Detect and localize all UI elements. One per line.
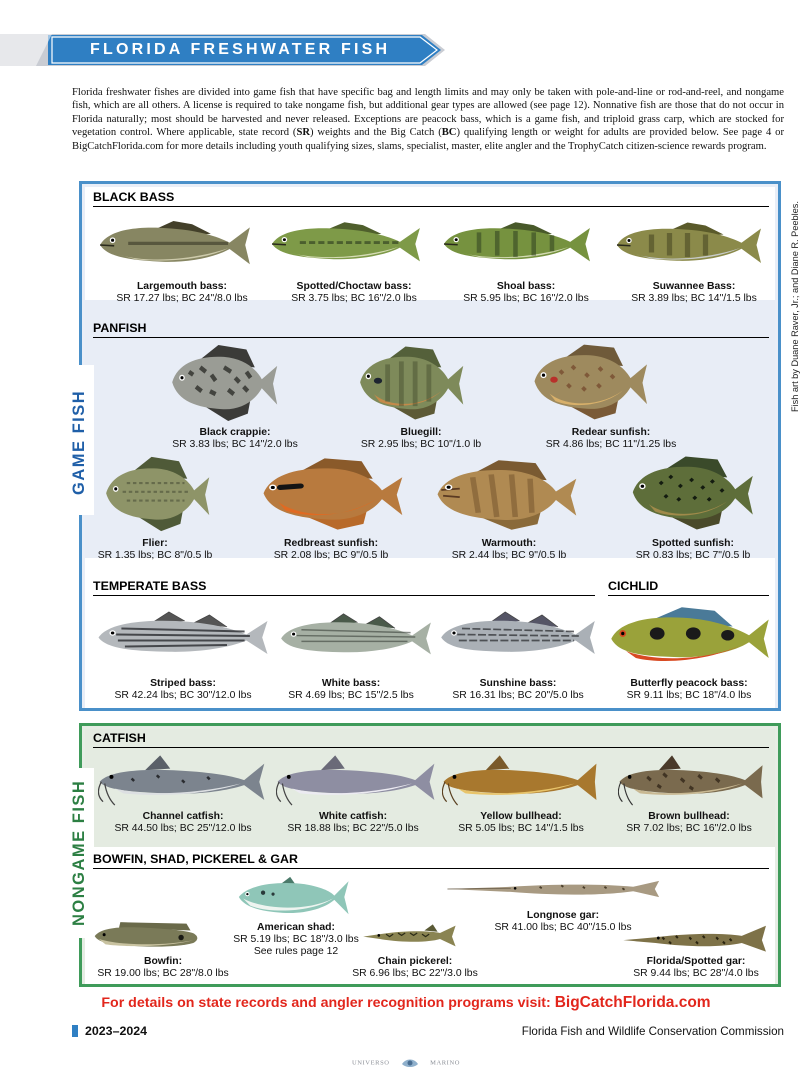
caption-shoal-bass: Shoal bass: SR 5.95 lbs; BC 16"/2.0 lbs bbox=[463, 281, 589, 305]
caption-white-catfish: White catfish: SR 18.88 lbs; BC 22"/5.0 lbs bbox=[287, 811, 419, 835]
intro-paragraph bbox=[72, 86, 784, 153]
chain-pickerel-illustration bbox=[362, 922, 458, 950]
bowfin-illustration bbox=[92, 918, 200, 950]
intro-bc: BC bbox=[441, 127, 457, 139]
white-bass-illustration bbox=[278, 608, 434, 666]
redear-sunfish-illustration bbox=[530, 340, 650, 424]
title-banner bbox=[0, 34, 445, 66]
art-credit bbox=[784, 182, 808, 422]
footer-year: 2023–2024 bbox=[72, 1024, 147, 1038]
caption-white-bass: White bass: SR 4.69 lbs; BC 15"/2.5 lbs bbox=[288, 678, 414, 702]
spotted-bass-illustration bbox=[269, 215, 423, 273]
yellow-bullhead-illustration bbox=[442, 752, 598, 810]
caption-redear-sunfish: Redear sunfish: SR 4.86 lbs; BC 11"/1.25 lbs bbox=[545, 427, 677, 451]
caption-redbreast-sunfish: Redbreast sunfish: SR 2.08 lbs; BC 9"/0.5 lb bbox=[273, 538, 389, 562]
caption-american-shad: American shad: SR 5.19 lbs; BC 18"/3.0 lbs See rules page 12 bbox=[233, 922, 359, 958]
redbreast-sunfish-illustration bbox=[258, 454, 406, 534]
intro-text-3: ) qualifying length or weight for adults are provided below. See page 4 or BigCatchFlorida.com for more details including youth qualifying sizes, slams, specialist, master, elite angler and the TrophyCatch citizen-science rewards program. bbox=[72, 127, 784, 152]
sunshine-bass-illustration bbox=[438, 606, 598, 666]
caption-yellow-bullhead: Yellow bullhead: SR 5.05 lbs; BC 14"/1.5 lbs bbox=[458, 811, 584, 835]
caption-spotted-sunfish: Spotted sunfish: SR 0.83 lbs; BC 7"/0.5 lb bbox=[635, 538, 751, 562]
caption-warmouth: Warmouth: SR 2.44 lbs; BC 9"/0.5 lb bbox=[451, 538, 567, 562]
caption-suwannee-bass: Suwannee Bass: SR 3.89 lbs; BC 14"/1.5 lbs bbox=[631, 281, 757, 305]
nongame-fish-label: NONGAME FISH bbox=[66, 768, 94, 938]
flier-illustration bbox=[102, 454, 212, 534]
intro-text-1: Florida freshwater fishes are divided into game fish that have specific bag and length limits and may only be taken with pole-and-line or rod-and-reel, and nongame fish, which are all others. A license is required to take nongame fish, but additional gear types are allowed (see page 12). Nonnative fish are those that do not occur in Florida naturally; most should be harvested and never released. Exceptions are peacock bass, which is a game fish, and triploid grass carp, which are stocked for vegetation control. Where applicable, state record ( bbox=[72, 87, 784, 139]
big-catch-link[interactable]: BigCatchFlorida.com bbox=[554, 994, 711, 1011]
butterfly-peacock-bass-illustration bbox=[608, 602, 772, 672]
caption-largemouth-bass: Largemouth bass: SR 17.27 lbs; BC 24"/8.0 lbs bbox=[116, 281, 248, 305]
shoal-bass-illustration bbox=[441, 215, 593, 273]
intro-sr: SR bbox=[296, 127, 310, 139]
caption-florida-gar: Florida/Spotted gar: SR 9.44 lbs; BC 28"/4.0 lbs bbox=[633, 956, 759, 980]
largemouth-bass-illustration bbox=[97, 213, 253, 277]
caption-black-crappie: Black crappie: SR 3.83 lbs; BC 14"/2.0 lbs bbox=[172, 427, 298, 451]
suwannee-bass-illustration bbox=[614, 215, 764, 275]
intro-text-2: ) weights and the Big Catch ( bbox=[310, 127, 442, 139]
caption-bluegill: Bluegill: SR 2.95 lbs; BC 10"/1.0 lb bbox=[360, 427, 482, 451]
caption-longnose-gar: Longnose gar: SR 41.00 lbs; BC 40"/15.0 lbs bbox=[494, 910, 632, 934]
section-bowfin-shad-pickerel-gar: BOWFIN, SHAD, PICKEREL & GAR bbox=[93, 852, 769, 869]
brown-bullhead-illustration bbox=[618, 752, 764, 810]
spotted-sunfish-illustration bbox=[628, 452, 756, 534]
caption-channel-catfish: Channel catfish: SR 44.50 lbs; BC 25"/12.0 lbs bbox=[114, 811, 252, 835]
watermark: UNIVERSO MARINO bbox=[0, 1056, 812, 1070]
caption-spotted-bass: Spotted/Choctaw bass: SR 3.75 lbs; BC 16"/2.0 lbs bbox=[291, 281, 417, 305]
black-crappie-illustration bbox=[168, 342, 280, 424]
big-catch-cta: For details on state records and angler recognition programs visit: BigCatchFlorida.com bbox=[101, 994, 711, 1011]
caption-bowfin: Bowfin: SR 19.00 lbs; BC 28"/8.0 lbs bbox=[97, 956, 229, 980]
footer-organization: Florida Fish and Wildlife Conservation Commission bbox=[521, 1025, 784, 1038]
white-catfish-illustration bbox=[276, 752, 436, 810]
american-shad-illustration bbox=[236, 874, 350, 920]
bluegill-illustration bbox=[356, 342, 466, 424]
art-credit-text: Fish art by Duane Raver, Jr.; and Diane R. Peebles. bbox=[790, 201, 800, 412]
caption-brown-bullhead: Brown bullhead: SR 7.02 lbs; BC 16"/2.0 lbs bbox=[626, 811, 752, 835]
caption-sunshine-bass: Sunshine bass: SR 16.31 lbs; BC 20"/5.0 lbs bbox=[452, 678, 584, 702]
caption-butterfly-peacock-bass: Butterfly peacock bass: SR 9.11 lbs; BC 18"/4.0 lbs bbox=[626, 678, 752, 702]
section-black-bass: BLACK BASS bbox=[93, 190, 769, 207]
watermark-logo-icon bbox=[400, 1056, 420, 1070]
caption-flier: Flier: SR 1.35 lbs; BC 8"/0.5 lb bbox=[97, 538, 213, 562]
section-cichlid: CICHLID bbox=[608, 579, 769, 596]
game-fish-label: GAME FISH bbox=[66, 365, 94, 515]
caption-striped-bass: Striped bass: SR 42.24 lbs; BC 30"/12.0 lbs bbox=[114, 678, 252, 702]
footer-square-icon bbox=[72, 1025, 78, 1037]
section-panfish: PANFISH bbox=[93, 321, 769, 338]
channel-catfish-illustration bbox=[98, 752, 266, 810]
warmouth-illustration bbox=[432, 456, 580, 534]
section-temperate-bass: TEMPERATE BASS bbox=[93, 579, 595, 596]
striped-bass-illustration bbox=[95, 606, 271, 666]
page-title: FLORIDA FRESHWATER FISH bbox=[90, 41, 391, 58]
longnose-gar-illustration bbox=[446, 878, 662, 900]
section-catfish: CATFISH bbox=[93, 731, 769, 748]
caption-chain-pickerel: Chain pickerel: SR 6.96 lbs; BC 22"/3.0 lbs bbox=[352, 956, 478, 980]
